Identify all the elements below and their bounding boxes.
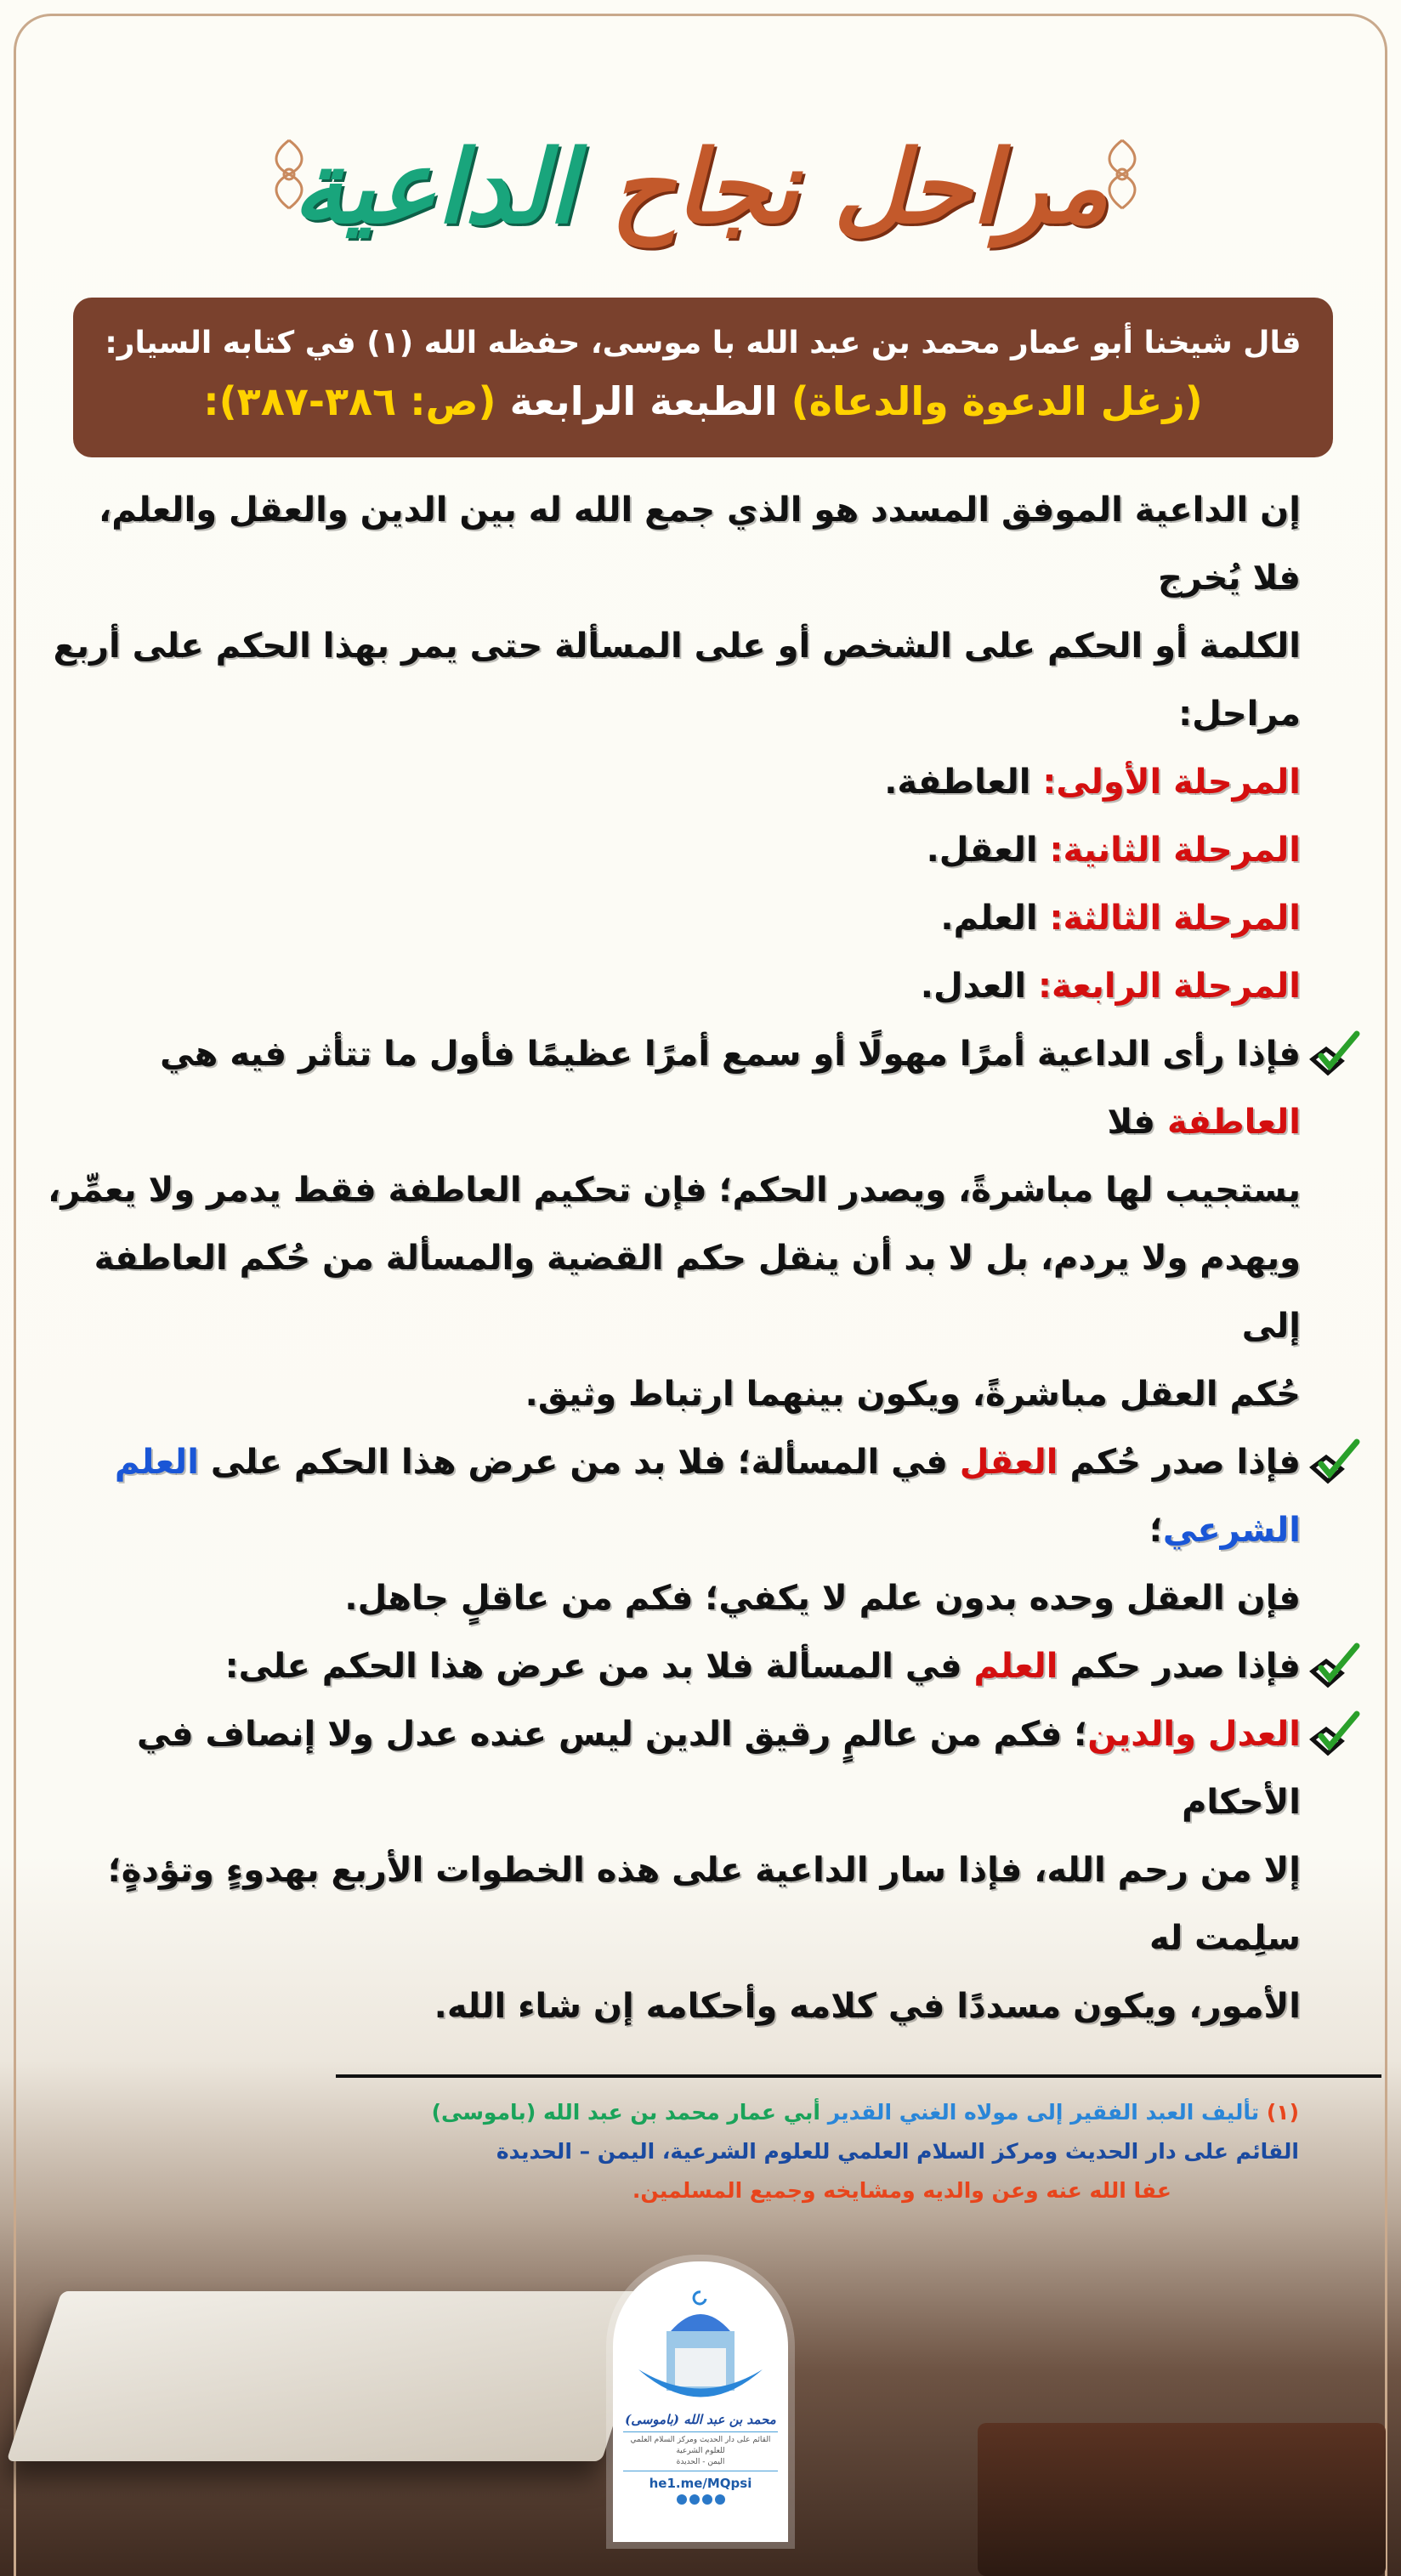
bullet-line: يستجيب لها مباشرةً، ويصدر الحكم؛ فإن تحكيم العاطفة فقط يدمر ولا يعمِّر، [48,1171,1301,1210]
text: فإذا صدر حُكم [1058,1443,1301,1482]
title-area [0,0,1401,272]
footnote-line [336,2093,1299,2132]
stage-label: المرحلة الأولى: [1042,763,1301,802]
logo-url[interactable]: he1.me/MQpsi [649,2476,752,2491]
highlight: العقل [959,1443,1058,1482]
source-box [73,298,1333,457]
logo-card [613,2261,788,2542]
emphasis: عدل ولا إنصاف [205,1715,458,1754]
stage-item [43,884,1301,952]
logo-subtitle [623,2431,778,2471]
youtube-icon[interactable] [677,2494,687,2505]
source-title [99,367,1307,435]
highlight: العدل والدين [1087,1715,1301,1754]
title-part-1: مراحل نجاح [610,128,1109,246]
stage-value: العاطفة. [884,763,1031,802]
footnote-line: عفا الله عنه وعن والديه ومشايخه وجميع المسلمين. [632,2178,1171,2203]
checkmark-icon [1307,1643,1360,1690]
intro-line: الكلمة أو الحكم على الشخص أو على المسألة حتى يمر بهذا الحكم على أربع مراحل: [53,627,1301,734]
stage-label: المرحلة الثانية: [1049,831,1301,870]
footnote [336,2074,1381,2210]
highlight: العلم الشرعي [114,1443,1301,1550]
stage-value: العلم. [940,899,1038,938]
stage-value: العدل. [920,967,1027,1006]
stage-label: المرحلة الرابعة: [1038,967,1301,1006]
text: تأليف العبد الفقير إلى مولاه الغني القدير [827,2100,1260,2125]
facebook-icon[interactable] [715,2494,725,2505]
text: في المسألة؛ فلا بد من عرض هذا الحكم على [198,1443,960,1482]
footnote-line: القائم على دار الحديث ومركز السلام العلمي للعلوم الشرعية، اليمن – الحديدة [496,2139,1299,2164]
edition: الطبعة الرابعة [509,378,778,424]
text: في الأحكام [136,1715,1301,1822]
text: ؛ فكم من عالمٍ رقيق الدين ليس عنده [457,1715,1088,1754]
stage-value: العقل. [926,831,1038,870]
logo-name: محمد بن عبد الله (باموسى) [625,2412,776,2427]
logo-sub-1: القائم على دار الحديث ومركز السلام العلمي للعلوم الشرعية [630,2436,771,2455]
logo-sub-2: اليمن - الحديدة [676,2458,725,2466]
footnote-number: (١) [1266,2100,1299,2125]
checkmark-icon [1307,1711,1360,1758]
twitter-icon[interactable] [702,2494,712,2505]
text: فإذا رأى الداعية أمرًا مهولًا أو سمع أمرًا عظيمًا فأول ما تتأثر فيه هي [160,1035,1301,1074]
stage-item [43,748,1301,816]
text: ؛ [1149,1511,1163,1550]
title-part-2: الداعية [292,128,576,246]
bullet-line: فإن العقل وحده بدون علم لا يكفي؛ فكم من عاقلٍ جاهل. [344,1579,1301,1618]
text: فإذا صدر حكم [1058,1647,1301,1686]
books-image [978,2423,1386,2576]
book-title: (زغل الدعوة والدعاة) [791,378,1203,424]
mosque-logo-icon [637,2289,764,2408]
checkmark-icon [1307,1438,1360,1486]
pages: (ص: ٣٨٦-٣٨٧): [203,378,496,424]
text: أبي عمار محمد بن عبد الله (باموسى) [431,2100,820,2125]
bullet-line [43,1428,1301,1564]
bullet-line [43,1632,1301,1700]
text: في المسألة فلا بد من عرض هذا الحكم على: [224,1647,974,1686]
stage-label: المرحلة الثالثة: [1049,899,1301,938]
footnote-divider [336,2074,1381,2078]
bullet-line: ويهدم ولا يردم، بل لا بد أن ينقل حكم القضية والمسألة من حُكم العاطفة إلى [94,1239,1301,1346]
bullet-line: الأمور، ويكون مسددًا في كلامه وأحكامه إن شاء الله. [434,1987,1301,2026]
source-intro: قال شيخنا أبو عمار محمد بن عبد الله با موسى، حفظه الله (١) في كتابه السيار: [105,326,1302,360]
highlight: العاطفة [1166,1103,1301,1142]
text: فلا [1107,1103,1167,1142]
page-title [0,102,1401,272]
open-book-image [7,2291,657,2461]
intro-line: إن الداعية الموفق المسدد هو الذي جمع الله له بين الدين والعقل والعلم، فلا يُخرج [99,491,1301,598]
checkmark-icon [1307,1030,1360,1078]
telegram-icon[interactable] [689,2494,700,2505]
social-icons [623,2494,778,2505]
stage-item [43,816,1301,884]
body-text [43,476,1301,2040]
stage-item [43,952,1301,1020]
bullet-line: إلا من رحم الله، فإذا سار الداعية على هذه الخطوات الأربع بهدوءٍ وتؤدةٍ؛ سلِمت له [107,1851,1301,1958]
bullet-line: حُكم العقل مباشرةً، ويكون بينهما ارتباط وثيق. [525,1375,1301,1414]
bullet-line [43,1020,1301,1156]
bullet-line [43,1700,1301,1836]
highlight: العلم [973,1647,1058,1686]
